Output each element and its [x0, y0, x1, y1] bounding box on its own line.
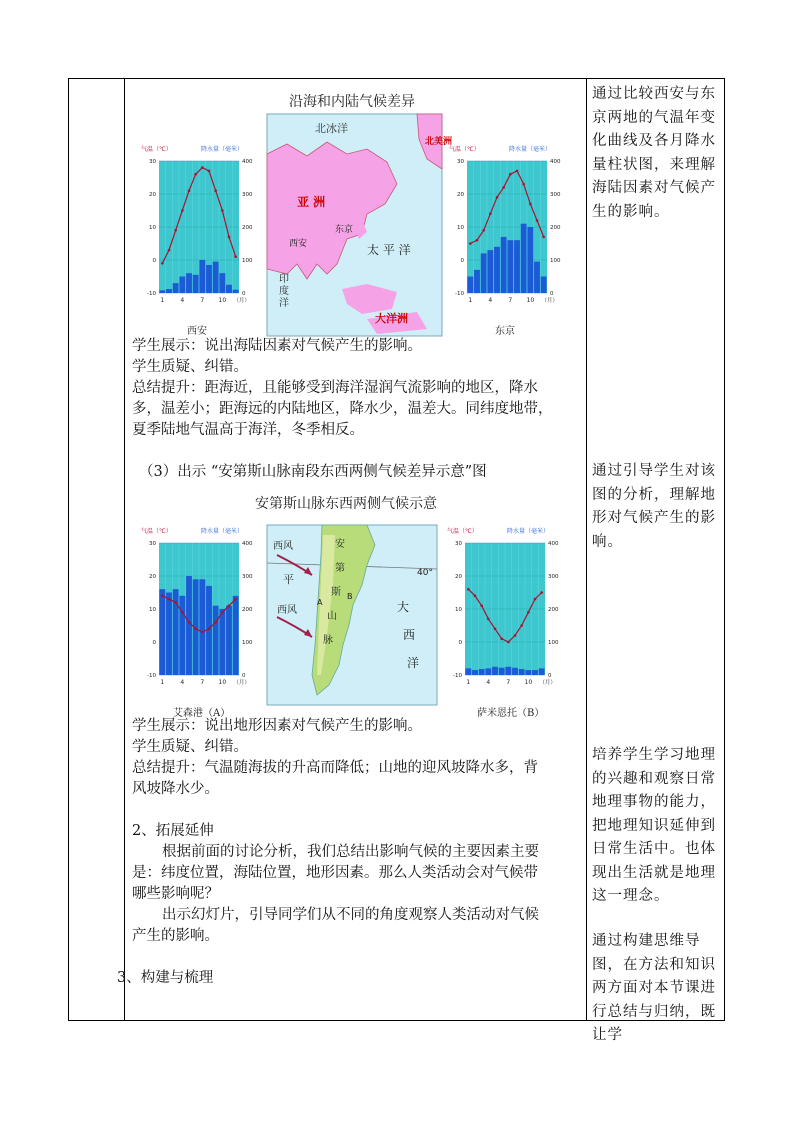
chart-temp-point	[221, 209, 224, 212]
chart-bar-precip	[487, 250, 493, 293]
chart-bar-precip	[519, 669, 525, 675]
chart-month-unit: （月）	[541, 298, 558, 304]
chart-bar-precip	[226, 606, 232, 675]
column-divider-2	[586, 79, 587, 1020]
chart-bar-precip	[233, 290, 239, 293]
map-label-pacific: 太 平 洋	[367, 243, 411, 257]
text-student-question-1: 学生质疑、纠错。	[132, 359, 248, 375]
map-label-andes-3: 斯	[331, 587, 341, 598]
chart-temp-tick: -10	[147, 673, 156, 679]
chart-temp-point	[188, 189, 191, 192]
chart-bar-precip	[465, 668, 471, 675]
chart-temp-tick: 0	[460, 258, 464, 264]
map-andes	[267, 525, 437, 705]
chart-month-tick: 1	[468, 297, 473, 304]
chart-bar-precip	[474, 270, 480, 293]
map-label-westwind-2: 西风	[277, 605, 297, 616]
map-label-point-b: B	[347, 592, 353, 601]
figure2-title: 安第斯山脉东西两侧气候示意	[255, 496, 437, 512]
chart-temp-point	[507, 641, 510, 644]
text-summary-1c: 夏季陆地气温高于海洋，冬季相反。	[132, 422, 364, 438]
chart-temp-point	[502, 186, 505, 189]
caption-aysen: 艾森港（A）	[173, 708, 231, 719]
chart-temp-tick: 20	[149, 574, 156, 580]
chart-temp-point	[181, 611, 184, 614]
chart-temp-axis-label: 气温（℃）	[447, 528, 478, 535]
chart-temp-point	[161, 262, 164, 265]
chart-precip-axis-label: 降水量（毫米）	[201, 146, 244, 153]
text-extension-1: 根据前面的讨论分析，我们总结出影响气候的主要因素主要	[162, 844, 539, 860]
chart-bar-precip	[173, 283, 179, 293]
text-summary-2a: 总结提升：气温随海拔的升高而降低；山地的迎风坡降水多，背	[132, 760, 538, 776]
chart-bar-precip	[539, 668, 545, 675]
text-extension-5: 产生的影响。	[132, 928, 219, 944]
chart-bar-precip	[186, 576, 192, 675]
chart-temp-point	[234, 255, 237, 258]
chart-month-tick: 7	[506, 679, 511, 686]
chart-temp-point	[208, 170, 211, 173]
note-terrain: 通过引导学生对该图的分析，理解地形对气候产生的影响。	[592, 463, 716, 550]
chart-temp-point	[516, 170, 519, 173]
chart-temp-point	[494, 628, 497, 631]
chart-temp-tick: 30	[455, 541, 462, 547]
chart-bar-precip	[166, 289, 172, 293]
chart-precip-tick: 0	[548, 673, 552, 679]
chart-bar-precip	[467, 277, 473, 294]
chart-temp-point	[214, 189, 217, 192]
chart-precip-tick: 200	[242, 225, 253, 231]
text-summary-1b: 多，温差小；距海远的内陆地区，降水少，温差大。同纬度地带，	[132, 401, 553, 417]
text-summary-1a: 总结提升：距海近，且能够受到海洋湿润气流影响的地区，降水	[132, 380, 538, 396]
chart-temp-point	[500, 637, 503, 640]
chart-bar-precip	[213, 262, 219, 293]
chart-precip-tick: 100	[242, 640, 253, 646]
chart-bar-precip	[492, 667, 498, 675]
chart-temp-point	[522, 183, 525, 186]
map-label-ping: 平	[283, 573, 294, 586]
chart-precip-tick: 0	[242, 673, 246, 679]
lesson-table	[68, 78, 725, 1043]
map-asia-pacific	[267, 114, 453, 336]
chart-bar-precip	[219, 273, 225, 293]
chart-bar-precip	[472, 670, 478, 675]
heading-construct: 3、构建与梳理	[117, 970, 214, 986]
chart-bar-precip	[179, 277, 185, 294]
chart-month-tick: 4	[488, 297, 493, 304]
figure1-title: 沿海和内陆气候差异	[289, 94, 415, 110]
chart-month-tick: 1	[160, 679, 165, 686]
text-summary-2b: 风坡降水少。	[132, 781, 219, 797]
chart-temp-point	[487, 618, 490, 621]
chart-bar-precip	[159, 290, 165, 293]
chart-temp-point	[188, 621, 191, 624]
chart-precip-tick: 300	[550, 192, 561, 198]
chart-month-tick: 7	[200, 679, 205, 686]
chart-temp-point	[480, 604, 483, 607]
map-label-atlantic-3: 洋	[407, 656, 420, 670]
text-extension-2: 是：纬度位置，海陆位置，地形因素。那么人类活动会对气候带	[132, 865, 538, 881]
chart-bar-precip	[541, 277, 547, 294]
chart-precip-tick: 200	[550, 225, 561, 231]
chart-precip-tick: 100	[242, 258, 253, 264]
chart-temp-point	[514, 634, 517, 637]
chart-temp-point	[476, 239, 479, 242]
note-mindmap: 通过构建思维导图，在方法和知识两方面对本节课进行总结与归纳，既让学	[592, 933, 716, 1043]
caption-sarmiento: 萨米恩托（B）	[477, 708, 545, 719]
chart-temp-point	[194, 173, 197, 176]
chart-bar-precip	[501, 237, 507, 293]
chart-bar-precip	[159, 589, 165, 675]
chart-bar-precip	[505, 667, 511, 675]
chart-month-tick: 10	[218, 679, 227, 686]
map-label-atlantic-1: 大	[397, 600, 410, 614]
map-label-north-america: 北美洲	[425, 137, 453, 147]
chart-bar-precip	[479, 669, 485, 675]
chart-bar-precip	[499, 668, 505, 675]
text-student-show-2: 学生展示：说出地形因素对气候产生的影响。	[132, 718, 422, 734]
map-label-latitude: 40°	[417, 568, 433, 578]
map-label-andes-1: 安	[335, 539, 345, 550]
chart-aysen	[141, 525, 257, 700]
chart-temp-tick: 30	[457, 159, 464, 165]
note-interest: 培养学生学习地理的兴趣和观察日常地理事物的能力，把地理知识延伸到日常生活中。也体现出生活就是地理这一理念。	[592, 747, 716, 904]
chart-temp-point	[201, 166, 204, 169]
chart-xian	[141, 143, 257, 318]
chart-bar-precip	[507, 240, 513, 293]
map-label-andes-2: 第	[335, 563, 345, 574]
chart-month-tick: 10	[218, 297, 227, 304]
chart-month-tick: 1	[466, 679, 471, 686]
chart-precip-tick: 200	[548, 607, 559, 613]
chart-temp-point	[540, 591, 543, 594]
text-student-show-1: 学生展示：说出海陆因素对气候产生的影响。	[132, 338, 422, 354]
map-label-xian: 西安	[289, 239, 308, 249]
chart-precip-tick: 300	[242, 574, 253, 580]
map-label-atlantic-2: 西	[403, 628, 416, 642]
chart-month-tick: 7	[200, 297, 205, 304]
chart-precip-tick: 400	[242, 541, 253, 547]
chart-bar-precip	[199, 260, 205, 293]
chart-temp-tick: 20	[457, 192, 464, 198]
chart-precip-tick: 300	[548, 574, 559, 580]
chart-temp-tick: 30	[149, 541, 156, 547]
chart-bar-precip	[233, 596, 239, 675]
chart-sarmiento	[447, 525, 563, 700]
chart-temp-point	[194, 628, 197, 631]
chart-temp-point	[174, 229, 177, 232]
chart-bar-precip	[534, 262, 540, 293]
chart-month-unit: （月）	[233, 680, 250, 686]
chart-bar-precip	[512, 668, 518, 675]
chart-precip-tick: 400	[550, 159, 561, 165]
chart-precip-tick: 400	[548, 541, 559, 547]
text-show-andes: （3）出示 “安第斯山脉南段东西两侧气候差异示意”图	[139, 464, 487, 480]
chart-temp-axis-label: 气温（℃）	[141, 146, 172, 153]
map-label-westwind-1: 西风	[273, 541, 293, 552]
figure-andes	[127, 483, 567, 719]
chart-temp-point	[221, 611, 224, 614]
chart-bar-precip	[514, 240, 520, 293]
chart-bar-precip	[527, 227, 533, 293]
map-label-tokyo: 东京	[335, 225, 354, 235]
chart-bar-precip	[166, 593, 172, 676]
chart-bar-precip	[521, 224, 527, 293]
chart-bar-precip	[481, 253, 487, 293]
chart-bar-precip	[206, 265, 212, 293]
chart-temp-point	[208, 628, 211, 631]
chart-bar-precip	[186, 273, 192, 293]
chart-month-unit: （月）	[233, 298, 250, 304]
chart-month-unit: （月）	[539, 680, 556, 686]
chart-temp-point	[168, 249, 171, 252]
chart-temp-tick: 10	[457, 225, 464, 231]
map-label-andes-4: 山	[327, 611, 337, 622]
chart-temp-point	[482, 229, 485, 232]
chart-temp-point	[520, 624, 523, 627]
chart-bar-precip	[199, 579, 205, 675]
chart-temp-tick: 10	[149, 225, 156, 231]
chart-temp-point	[469, 242, 472, 245]
map-label-indian-3: 洋	[279, 298, 289, 309]
chart-temp-point	[228, 236, 231, 239]
chart-month-tick: 7	[508, 297, 513, 304]
chart-precip-tick: 300	[242, 192, 253, 198]
chart-temp-point	[496, 196, 499, 199]
chart-temp-point	[534, 598, 537, 601]
map-label-andes-5: 脉	[323, 635, 333, 646]
map-label-point-a: A	[317, 598, 323, 607]
chart-temp-point	[168, 598, 171, 601]
chart-temp-tick: 0	[152, 640, 156, 646]
chart-month-tick: 10	[526, 297, 535, 304]
chart-temp-tick: 20	[455, 574, 462, 580]
chart-precip-axis-label: 降水量（毫米）	[201, 528, 244, 535]
chart-precip-axis-label: 降水量（毫米）	[507, 528, 550, 535]
note-coastal-inland: 通过比较西安与东京两地的气温年变化曲线及各月降水量柱状图，来理解海陆因素对气候产生的影响。	[592, 86, 716, 220]
chart-month-tick: 4	[180, 297, 185, 304]
heading-extension: 2、拓展延伸	[132, 823, 214, 839]
chart-temp-axis-label: 气温（℃）	[141, 528, 172, 535]
chart-bar-precip	[179, 596, 185, 675]
chart-temp-point	[536, 219, 539, 222]
chart-temp-point	[542, 236, 545, 239]
text-extension-3: 哪些影响呢？	[132, 886, 219, 902]
chart-month-tick: 4	[180, 679, 185, 686]
chart-bar-precip	[494, 247, 500, 293]
chart-temp-point	[234, 598, 237, 601]
chart-temp-point	[228, 604, 231, 607]
chart-month-tick: 4	[486, 679, 491, 686]
caption-tokyo: 东京	[495, 326, 515, 337]
chart-temp-tick: 0	[152, 258, 156, 264]
chart-temp-tick: 30	[149, 159, 156, 165]
map-label-north-ocean: 北冰洋	[315, 122, 348, 135]
chart-month-tick: 10	[524, 679, 533, 686]
chart-precip-tick: 0	[550, 291, 554, 297]
chart-temp-point	[214, 621, 217, 624]
chart-temp-tick: -10	[147, 291, 156, 297]
map-label-oceania: 大洋洲	[375, 312, 408, 325]
chart-temp-tick: -10	[455, 291, 464, 297]
chart-bar-precip	[525, 670, 531, 675]
figure-coastal-inland	[127, 79, 583, 337]
map-label-asia: 亚 洲	[297, 195, 326, 209]
text-student-question-2: 学生质疑、纠错。	[132, 739, 248, 755]
chart-bar-precip	[532, 670, 538, 675]
text-extension-4: 出示幻灯片，引导同学们从不同的角度观察人类活动对气候	[162, 907, 539, 923]
chart-temp-tick: 10	[455, 607, 462, 613]
chart-month-tick: 1	[160, 297, 165, 304]
chart-temp-point	[161, 595, 164, 598]
chart-temp-point	[489, 213, 492, 216]
chart-temp-point	[474, 595, 477, 598]
chart-tokyo	[449, 143, 565, 318]
chart-precip-tick: 400	[242, 159, 253, 165]
chart-temp-point	[509, 173, 512, 176]
chart-temp-tick: 10	[149, 607, 156, 613]
chart-bar-precip	[219, 609, 225, 675]
chart-precip-tick: 100	[550, 258, 561, 264]
chart-precip-axis-label: 降水量（毫米）	[509, 146, 552, 153]
map-label-indian-1: 印	[279, 274, 289, 285]
chart-bar-precip	[193, 275, 199, 293]
chart-precip-tick: 200	[242, 607, 253, 613]
chart-temp-tick: -10	[453, 673, 462, 679]
chart-temp-point	[201, 631, 204, 634]
chart-precip-tick: 0	[242, 291, 246, 297]
chart-temp-point	[527, 611, 530, 614]
chart-temp-tick: 0	[458, 640, 462, 646]
chart-temp-point	[174, 601, 177, 604]
caption-xian: 西安	[187, 326, 207, 337]
chart-bar-precip	[226, 285, 232, 293]
chart-bar-precip	[485, 668, 491, 675]
chart-temp-tick: 20	[149, 192, 156, 198]
column-divider-1	[124, 79, 125, 1020]
chart-precip-tick: 100	[548, 640, 559, 646]
chart-temp-point	[467, 588, 470, 591]
chart-temp-point	[529, 203, 532, 206]
chart-bar-precip	[213, 606, 219, 675]
map-label-indian-2: 度	[279, 286, 289, 297]
chart-temp-axis-label: 气温（℃）	[449, 146, 480, 153]
chart-temp-point	[181, 209, 184, 212]
